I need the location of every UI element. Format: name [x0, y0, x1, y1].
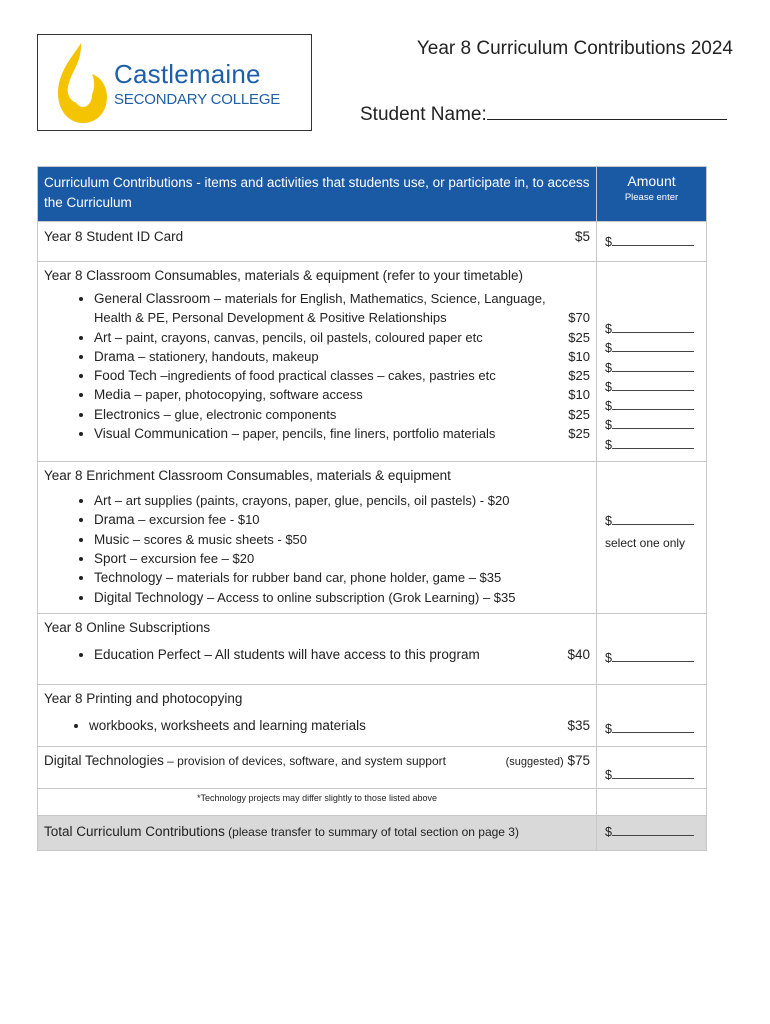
amount-field[interactable] — [612, 721, 694, 733]
page-title: Year 8 Curriculum Contributions 2024 — [416, 38, 733, 59]
total-row: Total Curriculum Contributions (please transfer to summary of total section on page 3) $ — [38, 815, 707, 850]
id-card-label: Year 8 Student ID Card — [44, 229, 184, 244]
list-item: • Technology – materials for rubber band car, phone holder, game – $35 — [94, 568, 590, 587]
amount-field[interactable] — [612, 379, 694, 391]
printing-label: Year 8 Printing and photocopying — [44, 690, 243, 706]
student-name-field[interactable] — [487, 105, 727, 120]
enrichment-label: Year 8 Enrichment Classroom Consumables, materials & equipment — [44, 468, 451, 484]
table-row: Year 8 Online Subscriptions • Education Perfect – All students will have access to this program $40 $ — [38, 613, 707, 684]
header-amount — [597, 167, 707, 222]
table-row: Year 8 Printing and photocopying • workbooks, worksheets and learning materials $35 $ — [38, 684, 707, 746]
header-description: Curriculum Contributions - items and activities that students use, or participate in, to access the Curriculum — [38, 167, 597, 222]
total-label: Total Curriculum Contributions — [44, 823, 225, 839]
list-item: • Music – scores & music sheets - $50 — [94, 530, 590, 549]
table-row: Digital Technologies – provision of devices, software, and system support (suggested) $75 $ — [38, 746, 707, 788]
header-amount-hint: Please enter — [624, 192, 679, 203]
list-item: • Sport – excursion fee – $20 — [94, 549, 590, 568]
amount-field[interactable] — [612, 417, 694, 429]
student-name-row — [360, 104, 727, 126]
list-item: • Education Perfect – All students will have access to this program $40 — [94, 645, 590, 664]
list-item: • Visual Communication – paper, pencils, fine liners, portfolio materials $25 — [94, 424, 590, 443]
list-item: • Drama – excursion fee - $10 — [94, 510, 590, 529]
table-row: Year 8 Classroom Consumables, materials & equipment (refer to your timetable) • General Classroom – materials for English, Mathematics, Science, Language, Health & PE, Personal Development & Positive Relationships $70 • Art – paint, crayons, canvas, pencils, oil pastels, coloured paper etc $25 • Drama – stationery, handouts, makeup $10 • Food Tech –ingredients of food practical classes – cakes, pastries etc $25 • Media – paper, photocopying, software access $10 • Electronics – glue, electronic components $25 • Visual Communication – paper, pencils, fine liners, portfolio materials $25 $ $ $ $ $ $ $ — [38, 262, 707, 462]
table-header — [38, 167, 707, 222]
enrichment-list — [44, 491, 590, 607]
table-row: Year 8 Enrichment Classroom Consumables, materials & equipment • Art – art supplies (paints, crayons, paper, glue, pencils, oil pastels) - $20 • Drama – excursion fee - $10 • Music – scores & music sheets - $50 • Sport – excursion fee – $20 • Technology – materials for rubber band car, phone holder, game – $35 • Digital Technology – Access to online subscription (Grok Learning) – $35 $ select one only — [38, 462, 707, 614]
table-row — [38, 788, 707, 815]
amount-field[interactable] — [612, 513, 694, 525]
amount-field[interactable] — [612, 234, 694, 246]
list-item: • Food Tech –ingredients of food practical classes – cakes, pastries etc $25 — [94, 366, 590, 385]
online-label: Year 8 Online Subscriptions — [44, 619, 211, 635]
amount-field[interactable] — [612, 767, 694, 779]
digital-label: Digital Technologies — [44, 752, 164, 768]
table-row: Year 8 Student ID Card $5 $ — [38, 222, 707, 262]
list-item: • Electronics – glue, electronic components $25 — [94, 405, 590, 424]
amount-field[interactable] — [612, 437, 694, 449]
total-amount-field[interactable] — [612, 824, 694, 836]
list-item: • General Classroom – materials for English, Mathematics, Science, Language, Health & PE, Personal Development & Positive Relationships $70 — [94, 289, 590, 328]
list-item: • Media – paper, photocopying, software access $10 — [94, 385, 590, 404]
amount-field[interactable] — [612, 360, 694, 372]
select-one-note: select one only — [605, 536, 686, 551]
college-logo — [37, 34, 312, 131]
consumables-list — [44, 289, 590, 443]
flame-logo-icon — [52, 41, 110, 127]
footnote: *Technology projects may differ slightly to those listed above — [38, 788, 597, 815]
amount-field[interactable] — [612, 321, 694, 333]
list-item: • workbooks, worksheets and learning materials $35 — [89, 716, 590, 735]
logo-name: Castlemaine — [114, 59, 261, 89]
contributions-table — [37, 166, 707, 851]
list-item: • Drama – stationery, handouts, makeup $10 — [94, 347, 590, 366]
list-item: • Art – art supplies (paints, crayons, paper, glue, pencils, oil pastels) - $20 — [94, 491, 590, 510]
logo-subtitle: SECONDARY COLLEGE — [114, 91, 281, 108]
id-card-price: $5 — [574, 229, 590, 244]
header-amount-label: Amount — [627, 173, 676, 189]
amount-field[interactable] — [612, 340, 694, 352]
amount-field[interactable] — [612, 398, 694, 410]
consumables-label: Year 8 Classroom Consumables, materials & equipment (refer to your timetable) — [44, 268, 523, 283]
list-item: • Digital Technology – Access to online subscription (Grok Learning) – $35 — [94, 588, 590, 607]
list-item: • Art – paint, crayons, canvas, pencils, oil pastels, coloured paper etc $25 — [94, 328, 590, 347]
amount-field[interactable] — [612, 650, 694, 662]
student-name-label: Student Name: — [360, 104, 487, 125]
